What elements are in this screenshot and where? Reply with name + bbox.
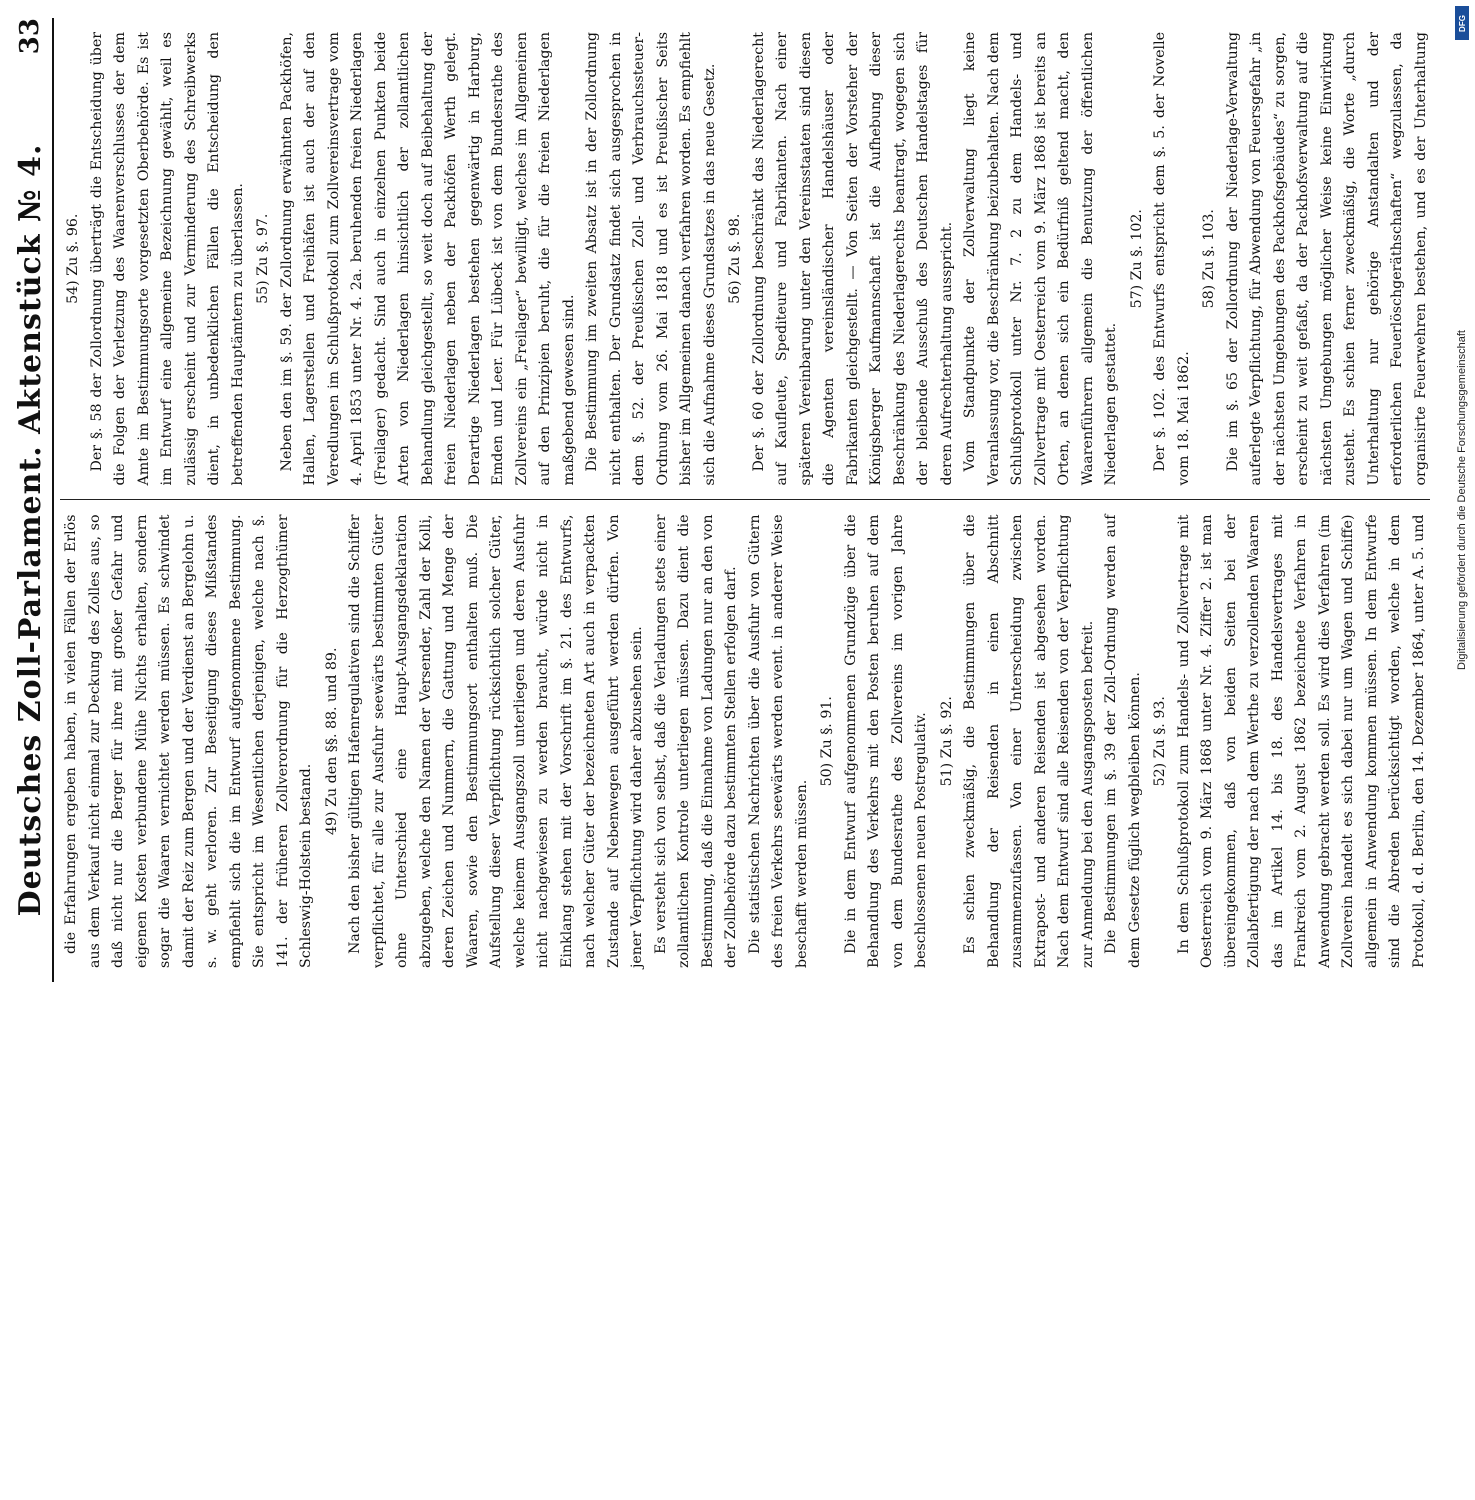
page-number: 33 xyxy=(15,18,45,55)
paragraph: Der §. 60 der Zollordnung beschränkt das Niederlagerecht auf Kaufleute, Spediteure und Fabrikanten. Nach einer späteren Vereinbarung unter den Vereinsstaaten sind diesen die Agenten vereinsländischer Handelshäuser oder Fabrikanten gleichgestellt. — Von Seiten der Vorsteher der Königsberger Kaufmannschaft ist die Aufhebung dieser Beschränkung des Niederlagerechts beantragt, wogegen sich der bleibende Ausschuß des Deutschen Handelstages für deren Aufrechterhaltung ausspricht. xyxy=(750,32,955,486)
digitization-strip xyxy=(1451,0,1473,1000)
section-heading: 52) Zu §. 93. xyxy=(1152,696,1168,787)
section-heading: 55) Zu §. 97. xyxy=(255,213,271,304)
paragraph: In dem Schlußprotokoll zum Handels- und Zollvertrage mit Oesterreich vom 9. März 1868 unter Nr. 4. Ziffer 2. ist man übereingekommen, daß von beiden Seiten bei der Zollabfertigung der nach dem Werthe zu verzollenden Waaren das im Artikel 14. bis 18. des Handelsvertrages mit Frankreich vom 2. August 1862 bezeichnete Verfahren in Anwendung gebracht werden soll. Es wird dies Verfahren (im Zollverein handelt es sich dabei nur um Wagen und Schiffe) allgemein in Anwendung kommen müssen. In dem Entwurfe sind die Abreden berücksichtigt worden, welche in dem Protokoll, d. d. Berlin, den 14. Dezember 1864, unter A. 5. und xyxy=(1175,514,1427,968)
section-heading: 54) Zu §. 96. xyxy=(65,213,81,304)
section-heading: 51) Zu §. 92. xyxy=(938,696,955,787)
paragraph: Die Bestimmung im zweiten Absatz ist in der Zollordnung nicht enthalten. Der Grundsatz findet sich ausgesprochen in dem §. 52. der Preußischen Zoll- und Verbrauchssteuer-Ordnung vom 26. Mai 1818 und es ist Preußischer Seits bisher im Allgemeinen danach verfahren worden. Es empfiehlt sich die Aufnahme dieses Grundsatzes in das neue Gesetz. xyxy=(584,32,718,486)
paragraph: Nach den bisher gültigen Hafenregulativen sind die Schiffer verpflichtet, für alle zur Ausfuhr seewärts bestimmten Güter ohne Unterschied eine Haupt-Ausgangsdeklaration abzugeben, welche den Namen der Versender, Zahl der Kolli, deren Zeichen und Nummern, die Gattung und Menge der Waaren, sowie den Bestimmungsort enthalten muß. Die Aufstellung dieser Verpflichtung rücksichtlich solcher Güter, welche keinem Ausgangszoll unterliegen und deren Ausfuhr nicht nachgewiesen zu werden braucht, würde nicht in Einklang stehen mit der Vorschrift im §. 21. des Entwurfs, nach welcher Güter der bezeichneten Art auch in verpackten Zustande auf Nebenwegen ausgeführt werden dürfen. Von jener Verpflichtung wird daher abzusehen sein. xyxy=(347,514,645,968)
dfg-logo xyxy=(1455,6,1469,40)
paragraph: Die statistischen Nachrichten über die Ausfuhr von Gütern des freien Verkehrs seewärts werden event. in anderer Weise beschafft werden müssen. xyxy=(746,514,810,968)
header-title: Deutsches Zoll-Parlament. Aktenstück № 4. xyxy=(12,143,48,917)
paragraph: Die Bestimmungen im §. 39 der Zoll-Ordnung werden auf dem Gesetze füglich wegbleiben können. xyxy=(1103,514,1143,968)
text-columns xyxy=(60,18,1430,982)
paragraph: Es schien zweckmäßig, die Bestimmungen über die Behandlung der Reisenden in einen Abschnitt zusammenzufassen. Von einer Unterscheidung zwischen Extrapost- und anderen Reisenden ist abgesehen worden. Nach dem Entwurf sind alle Reisenden von der Verpflichtung zur Anmeldung bei den Ausgangsposten befreit. xyxy=(962,514,1096,968)
paragraph: Die in dem Entwurf aufgenommenen Grundzüge über die Behandlung des Verkehrs mit den Posten beruhen auf dem von dem Bundesrathe des Zollvereins im vorigen Jahre beschlossenen neuen Postregulativ. xyxy=(842,514,929,968)
column-right xyxy=(60,18,1430,501)
section-heading: 57) Zu §. 102. xyxy=(1128,209,1145,309)
column-left xyxy=(60,501,1430,983)
dfg-logo-text: DFG xyxy=(1457,14,1467,32)
page-header xyxy=(8,18,54,982)
dfg-notice-text: Digitalisierung gefördert durch die Deutsche Forschungsgemeinschaft xyxy=(1456,330,1468,670)
section-heading: 49) Zu den §§. 88. und 89. xyxy=(323,647,340,835)
paragraph: Der §. 58 der Zollordnung überträgt die Entscheidung über die Folgen der Verletzung des Waarenverschlusses der dem Amte im Bestimmungsorte vorgesetzten Oberbehörde. Es ist im Entwurf eine allgemeine Bezeichnung gewählt, weil es zulässig erscheint und zur Verminderung des Schreibwerks dient, in unbedenklichen Fällen die Entscheidung den betreffenden Hauptämtern zu überlassen. xyxy=(88,32,246,486)
dfg-notice xyxy=(1451,330,1473,1500)
paragraph: Vom Standpunkte der Zollverwaltung liegt keine Veranlassung vor, die Beschränkung beizubehalten. Nach dem Schlußprotokoll unter Nr. 7. 2 zu dem Handels- und Zollvertrage mit Oesterreich vom 9. März 1868 ist bereits an Orten, an denen sich ein Bedürfniß geltend macht, den Waarenführern allgemein die Benutzung der öffentlichen Niederlagen gestattet. xyxy=(962,32,1119,486)
paragraph: Die im §. 65 der Zollordnung der Niederlage-Verwaltung auferlegte Verpflichtung, für Abwendung von Feuersgefahr „in der nächsten Umgebungen des Packhofsgebäudes“ zu sorgen, erscheint zu weit gefaßt, da der Packhofsverwaltung auf die nächsten Umgebungen möglicher Weise keine Einwirkung zusteht. Es schien ferner zweckmäßig, die Worte „durch Unterhaltung nur gehörige Anstandalten und der erforderlichen Feuerlöschgeräthschaften“ wegzulassen, da organisirte Feuerwehren bestehen, und es der Unterhaltung xyxy=(1224,32,1429,486)
section-heading: 58) Zu §. 103. xyxy=(1201,209,1217,309)
paragraph: Der §. 102. des Entwurfs entspricht dem §. 5. der Novelle vom 18. Mai 1862. xyxy=(1152,32,1192,486)
paragraph: Es versteht sich von selbst, daß die Verladungen stets einer zollamtlichen Kontrole unterliegen müssen. Dazu dient die Bestimmung, daß die Einnahme von Ladungen nur an den von der Zollbehörde dazu bestimmten Stellen erfolgen darf. xyxy=(652,514,739,968)
paragraph: die Erfahrungen ergeben haben, in vielen Fällen der Erlös aus dem Verkauf nicht einmal zur Deckung des Zolles aus, so daß nicht nur die Berger für ihre mit großer Gefahr und eigenen Kosten verbundene Mühe Nichts erhalten, sondern sogar die Waaren vernichtet werden müssen. Es schwindet damit der Reiz zum Bergen und der Verdienst an Bergelohn u. s. w. geht verloren. Zur Beseitigung dieses Mißstandes empfiehlt sich die im Entwurf aufgenommene Bestimmung. Sie entspricht im Wesentlichen derjenigen, welche nach §. 141. der früheren Zollverordnung für die Herzogthümer Schleswig-Holstein bestand. xyxy=(63,514,314,968)
section-heading: 50) Zu §. 91. xyxy=(819,696,835,787)
section-heading: 56) Zu §. 98. xyxy=(727,213,743,304)
paragraph: Neben den im §. 59. der Zollordnung erwähnten Packhöfen, Hallen, Lagerstellen und Freihäfen ist auch der auf den Veredlungen im Schlußprotokoll zum Zollvereinsvertrage vom 4. April 1853 unter Nr. 4. 2a. beruhenden freien Niederlagen (Freilager) gedacht. Sind auch in einzelnen Punkten beide Arten von Niederlagen hinsichtlich der zollamtlichen Behandlung gleichgestellt, so weit doch auf Beibehaltung der freien Niederlagen neben der Packhöfen Werth gelegt. Derartige Niederlagen bestehen gegenwärtig in Harburg, Emden und Leer. Für Lübeck ist von dem Bundesrathe des Zollvereins ein „Freilager“ bewilligt, welches im Allgemeinen auf den Prinzipien beruht, die für die freien Niederlagen maßgebend gewesen sind. xyxy=(278,32,577,486)
